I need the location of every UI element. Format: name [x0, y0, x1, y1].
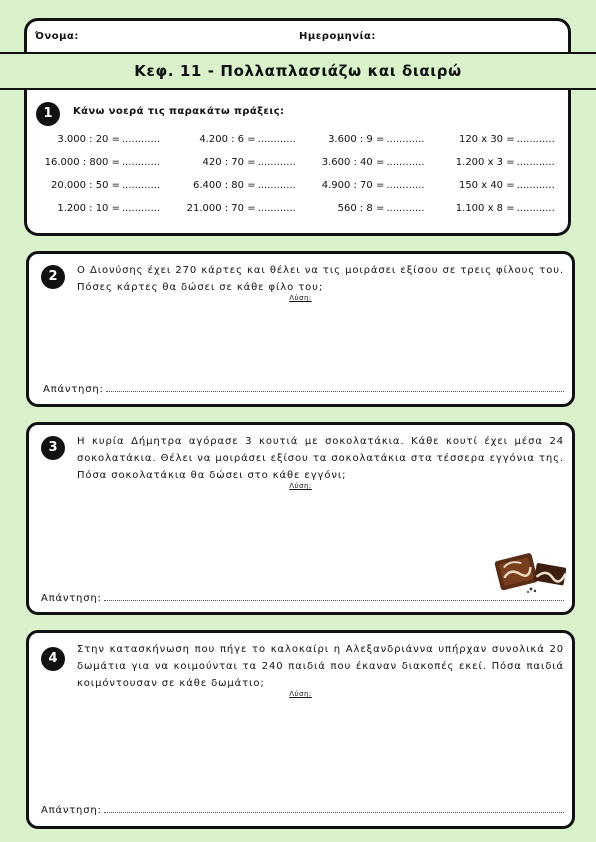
operation-expression: 1.200 : 10 =	[57, 203, 120, 214]
operation-expression: 120 x 30 =	[458, 134, 515, 145]
operations-table	[41, 128, 568, 220]
answer-blank[interactable]: ............	[516, 180, 555, 191]
operation-expression: 6.400 : 80 =	[192, 180, 256, 191]
operation-expression: 3.600 : 40 =	[321, 157, 385, 168]
problem-text: Η κυρία Δήμητρα αγόρασε 3 κουτιά με σοκολατάκια. Κάθε κουτί έχει μέσα 24 σοκολατάκια. Θέλει να μοιράσει εξίσου τα σοκολατάκια στα τέσσερα εγγόνια της. Πόσα σοκολατάκια θα δώσει στο κάθε εγγόνι;	[77, 436, 564, 481]
answer-label: Απάντηση:	[41, 593, 102, 604]
answer-blank[interactable]: ............	[516, 203, 555, 214]
answer-line[interactable]	[41, 803, 564, 816]
operation-expression: 20.000 : 50 =	[50, 180, 120, 191]
answer-blank[interactable]: ............	[121, 180, 161, 191]
operations-row	[41, 197, 568, 220]
exercise-number: 2	[41, 265, 65, 289]
title-band	[0, 52, 596, 90]
exercise-number: 3	[41, 436, 65, 460]
solution-label: Λύση:	[289, 294, 312, 302]
solution-label: Λύση:	[289, 482, 312, 490]
exercise-3-box	[26, 422, 575, 615]
answer-blank[interactable]: ............	[386, 180, 425, 191]
exercise-1-instruction: Κάνω νοερά τις παρακάτω πράξεις:	[73, 106, 285, 117]
answer-line[interactable]	[41, 591, 564, 604]
answer-blank[interactable]: ............	[257, 157, 296, 168]
answer-label: Απάντηση:	[41, 805, 102, 816]
answer-blank[interactable]: ............	[386, 203, 425, 214]
exercise-4-box	[26, 630, 575, 829]
page-title: Κεφ. 11 - Πολλαπλασιάζω και διαιρώ	[134, 62, 462, 80]
exercise-2-box	[26, 251, 575, 407]
answer-blank[interactable]: ............	[121, 157, 161, 168]
operations-row	[41, 151, 568, 174]
operation-expression: 4.900 : 70 =	[321, 180, 385, 191]
date-label: Ημερομηνία:	[299, 31, 376, 42]
answer-blank[interactable]: ............	[121, 134, 161, 145]
answer-blank[interactable]: ............	[257, 134, 296, 145]
operation-expression: 1.200 x 3 =	[455, 157, 515, 168]
name-label: Όνομα:	[35, 31, 79, 42]
operation-expression: 560 : 8 =	[337, 203, 385, 214]
answer-label: Απάντηση:	[43, 384, 104, 395]
operation-expression: 150 x 40 =	[458, 180, 515, 191]
problem-text: Ο Διονύσης έχει 270 κάρτες και θέλει να τις μοιράσει εξίσου σε τρεις φίλους του. Πόσες κάρτες θα δώσει σε κάθε φίλο του;	[77, 265, 564, 293]
answer-blank[interactable]: ............	[516, 134, 555, 145]
operation-expression: 3.000 : 20 =	[57, 134, 120, 145]
answer-blank[interactable]: ............	[257, 180, 296, 191]
answer-blank[interactable]: ............	[386, 134, 425, 145]
chocolate-icon	[491, 541, 571, 597]
answer-blank[interactable]: ............	[386, 157, 425, 168]
answer-blank[interactable]: ............	[516, 157, 555, 168]
answer-line[interactable]	[43, 382, 564, 395]
operation-expression: 16.000 : 800 =	[44, 157, 120, 168]
answer-blank[interactable]: ............	[121, 203, 161, 214]
answer-blank[interactable]: ............	[257, 203, 296, 214]
operations-row	[41, 128, 568, 151]
solution-label: Λύση:	[289, 690, 312, 698]
answer-dots	[106, 382, 564, 392]
answer-dots	[104, 591, 564, 601]
answer-dots	[104, 803, 564, 813]
exercise-1-box	[24, 88, 571, 236]
exercise-number: 4	[41, 647, 65, 671]
operation-expression: 3.600 : 9 =	[328, 134, 385, 145]
operations-row	[41, 174, 568, 197]
exercise-number: 1	[36, 102, 60, 126]
operation-expression: 1.100 x 8 =	[455, 203, 515, 214]
operation-expression: 420 : 70 =	[202, 157, 256, 168]
operation-expression: 21.000 : 70 =	[186, 203, 256, 214]
problem-text: Στην κατασκήνωση που πήγε το καλοκαίρι η Αλεξανδριάννα υπήρχαν συνολικά 20 δωμάτια για να κοιμούνται τα 240 παιδιά που έκαναν διακοπές εκεί. Πόσα παιδιά κοιμόντουσαν σε κάθε δωμάτιο;	[77, 644, 564, 689]
operation-expression: 4.200 : 6 =	[199, 134, 256, 145]
